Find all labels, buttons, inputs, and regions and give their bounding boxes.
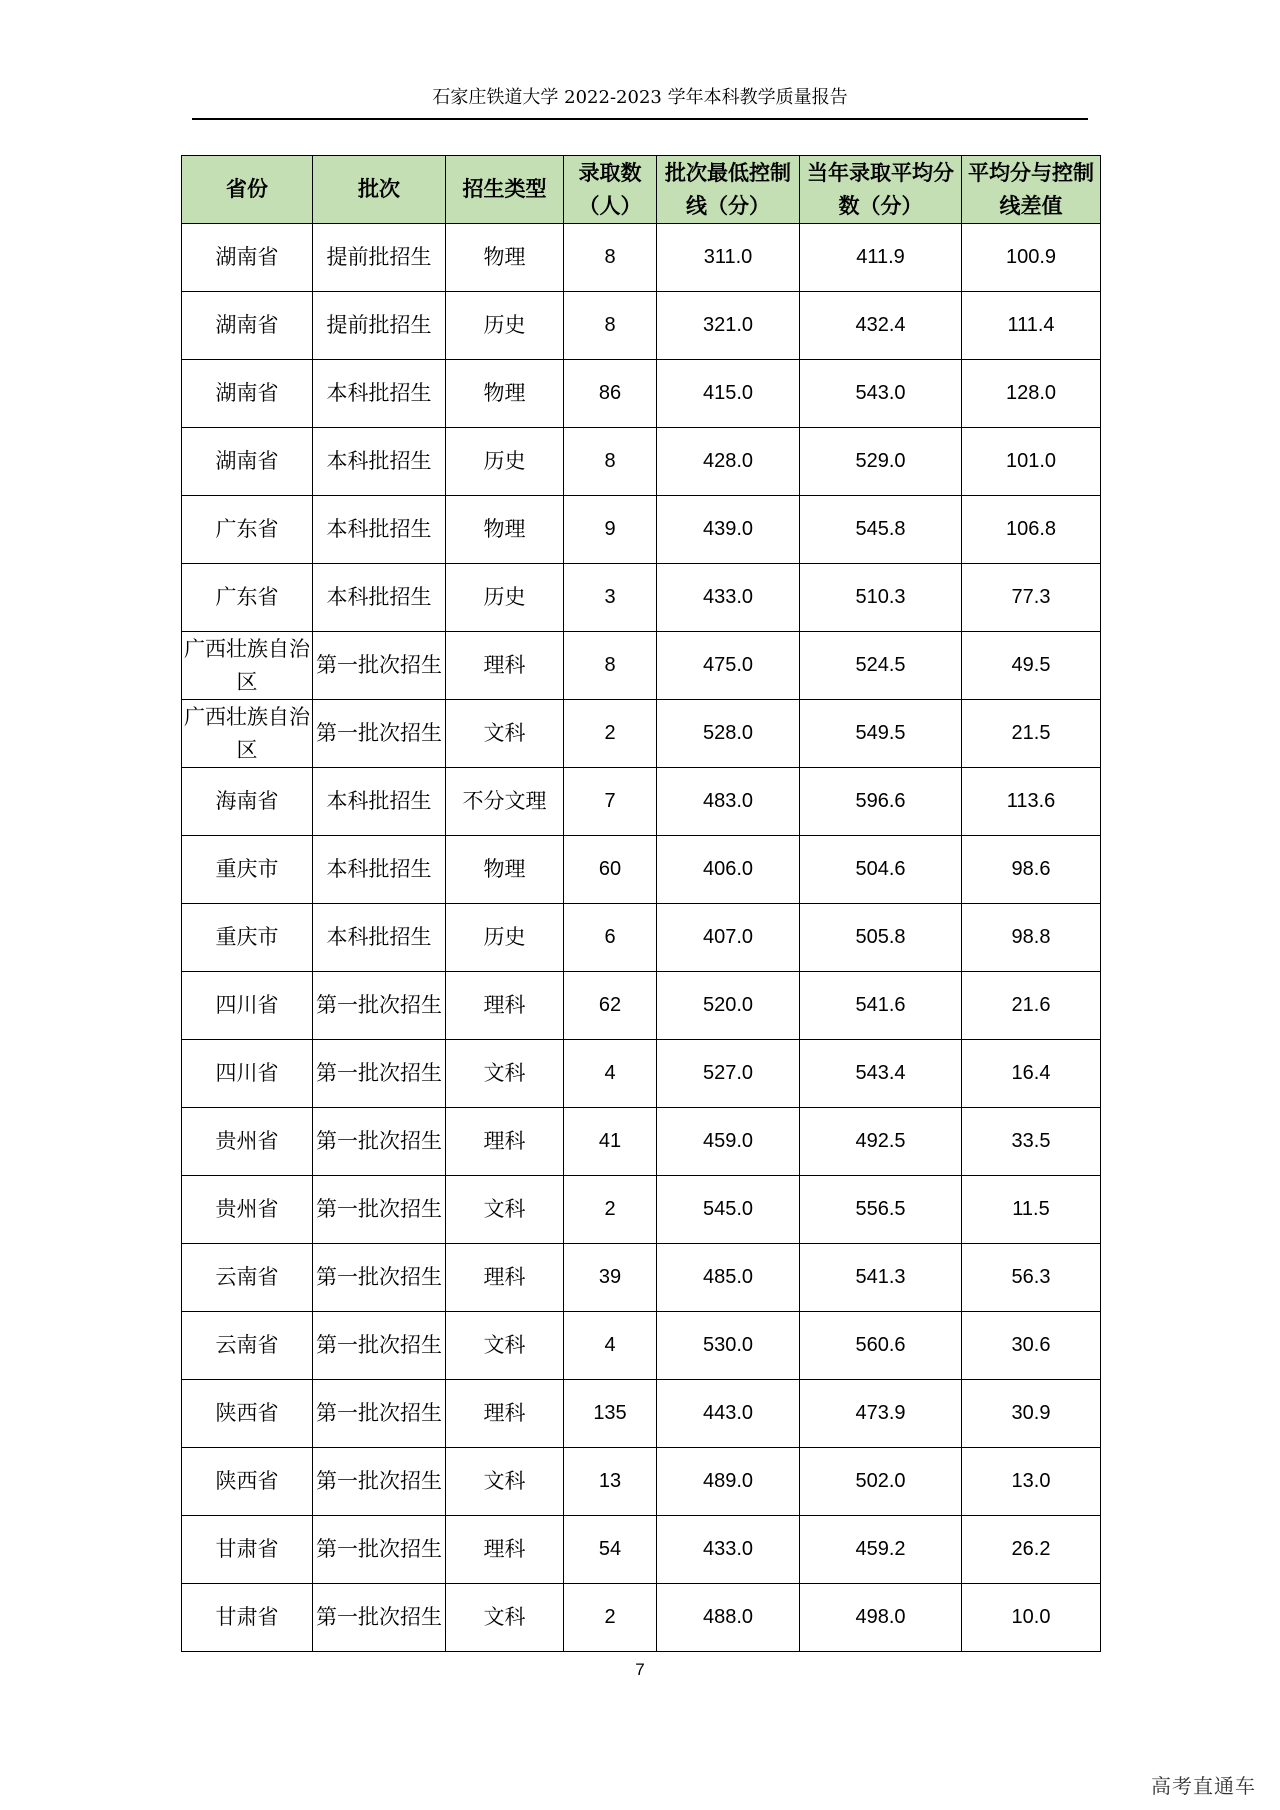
table-cell: 本科批招生 [313,904,446,972]
table-cell: 云南省 [182,1244,313,1312]
table-cell: 历史 [446,428,564,496]
table-cell: 文科 [446,1040,564,1108]
table-cell: 502.0 [800,1448,962,1516]
table-cell: 理科 [446,1108,564,1176]
table-cell: 8 [564,292,657,360]
column-header: 省份 [182,156,313,224]
table-cell: 549.5 [800,700,962,768]
table-cell: 湖南省 [182,292,313,360]
table-row [182,564,1101,632]
table-cell: 433.0 [657,1516,800,1584]
table-row [182,836,1101,904]
table-cell: 543.4 [800,1040,962,1108]
table-cell: 2 [564,1176,657,1244]
table-cell: 第一批次招生 [313,700,446,768]
table-cell: 本科批招生 [313,428,446,496]
table-cell: 提前批招生 [313,224,446,292]
table-cell: 文科 [446,1584,564,1652]
table-cell: 16.4 [962,1040,1101,1108]
table-cell: 13.0 [962,1448,1101,1516]
table-cell: 文科 [446,1448,564,1516]
table-row [182,1244,1101,1312]
table-cell: 439.0 [657,496,800,564]
table-cell: 98.8 [962,904,1101,972]
table-cell: 86 [564,360,657,428]
table-cell: 21.6 [962,972,1101,1040]
table-cell: 重庆市 [182,836,313,904]
table-cell: 第一批次招生 [313,972,446,1040]
table-cell: 39 [564,1244,657,1312]
table-cell: 56.3 [962,1244,1101,1312]
table-cell: 473.9 [800,1380,962,1448]
table-cell: 理科 [446,632,564,700]
table-cell: 77.3 [962,564,1101,632]
table-cell: 甘肃省 [182,1516,313,1584]
table-cell: 提前批招生 [313,292,446,360]
table-body [182,224,1101,1652]
table-cell: 第一批次招生 [313,1584,446,1652]
table-cell: 湖南省 [182,224,313,292]
table-cell: 第一批次招生 [313,1516,446,1584]
table-cell: 30.6 [962,1312,1101,1380]
column-header: 批次 [313,156,446,224]
table-cell: 530.0 [657,1312,800,1380]
table-cell: 415.0 [657,360,800,428]
table-cell: 101.0 [962,428,1101,496]
table-cell: 485.0 [657,1244,800,1312]
table-cell: 111.4 [962,292,1101,360]
table-cell: 云南省 [182,1312,313,1380]
table-cell: 理科 [446,1380,564,1448]
table-cell: 4 [564,1040,657,1108]
table-cell: 广东省 [182,496,313,564]
page-header [192,86,1088,120]
table-cell: 21.5 [962,700,1101,768]
table-cell: 26.2 [962,1516,1101,1584]
table-cell: 54 [564,1516,657,1584]
table-cell: 432.4 [800,292,962,360]
table-cell: 四川省 [182,1040,313,1108]
table-header-row [182,156,1101,224]
table-cell: 11.5 [962,1176,1101,1244]
table-cell: 本科批招生 [313,496,446,564]
table-cell: 理科 [446,1244,564,1312]
table-cell: 504.6 [800,836,962,904]
admission-scores-table [181,155,1101,1652]
table-cell: 文科 [446,1312,564,1380]
table-cell: 541.3 [800,1244,962,1312]
table-cell: 524.5 [800,632,962,700]
table-cell: 498.0 [800,1584,962,1652]
table-cell: 510.3 [800,564,962,632]
table-cell: 4 [564,1312,657,1380]
table-cell: 520.0 [657,972,800,1040]
table-cell: 历史 [446,292,564,360]
table-cell: 596.6 [800,768,962,836]
table-cell: 第一批次招生 [313,632,446,700]
table-cell: 第一批次招生 [313,1448,446,1516]
table-cell: 489.0 [657,1448,800,1516]
table-row [182,1584,1101,1652]
table-cell: 428.0 [657,428,800,496]
table-cell: 文科 [446,1176,564,1244]
table-row [182,496,1101,564]
table-cell: 488.0 [657,1584,800,1652]
table-cell: 30.9 [962,1380,1101,1448]
table-cell: 物理 [446,360,564,428]
table-cell: 98.6 [962,836,1101,904]
table-cell: 第一批次招生 [313,1244,446,1312]
table-cell: 100.9 [962,224,1101,292]
watermark-text: 高考直通车 [1151,1774,1256,1798]
table-cell: 7 [564,768,657,836]
table-cell: 492.5 [800,1108,962,1176]
table-cell: 541.6 [800,972,962,1040]
table-cell: 459.2 [800,1516,962,1584]
table-cell: 62 [564,972,657,1040]
table-cell: 560.6 [800,1312,962,1380]
table-cell: 33.5 [962,1108,1101,1176]
table-cell: 湖南省 [182,360,313,428]
table-cell: 41 [564,1108,657,1176]
table-cell: 475.0 [657,632,800,700]
table-cell: 甘肃省 [182,1584,313,1652]
table-row [182,1312,1101,1380]
table-cell: 文科 [446,700,564,768]
table-cell: 106.8 [962,496,1101,564]
table-cell: 459.0 [657,1108,800,1176]
table-cell: 6 [564,904,657,972]
table-cell: 407.0 [657,904,800,972]
table-cell: 贵州省 [182,1108,313,1176]
table-cell: 历史 [446,564,564,632]
table-row [182,1448,1101,1516]
table-row [182,224,1101,292]
table-cell: 本科批招生 [313,360,446,428]
table-row [182,360,1101,428]
table-cell: 历史 [446,904,564,972]
table-row [182,1516,1101,1584]
table-row [182,1040,1101,1108]
table-cell: 8 [564,428,657,496]
table-row [182,972,1101,1040]
table-cell: 60 [564,836,657,904]
table-cell: 443.0 [657,1380,800,1448]
table-row [182,632,1101,700]
table-cell: 13 [564,1448,657,1516]
table-row [182,700,1101,768]
table-cell: 理科 [446,972,564,1040]
table-cell: 433.0 [657,564,800,632]
table-cell: 545.0 [657,1176,800,1244]
table-cell: 8 [564,224,657,292]
table-cell: 海南省 [182,768,313,836]
column-header: 平均分与控制线差值 [962,156,1101,224]
table-cell: 527.0 [657,1040,800,1108]
table-row [182,1176,1101,1244]
table-cell: 本科批招生 [313,768,446,836]
table-cell: 广西壮族自治区 [182,632,313,700]
table-cell: 128.0 [962,360,1101,428]
table-row [182,768,1101,836]
table-cell: 广东省 [182,564,313,632]
table-cell: 第一批次招生 [313,1108,446,1176]
table-cell: 第一批次招生 [313,1176,446,1244]
table-row [182,292,1101,360]
table-cell: 第一批次招生 [313,1312,446,1380]
table-cell: 理科 [446,1516,564,1584]
table-cell: 483.0 [657,768,800,836]
table-cell: 陕西省 [182,1448,313,1516]
table-cell: 10.0 [962,1584,1101,1652]
report-title: 石家庄铁道大学 2022-2023 学年本科教学质量报告 [432,87,848,108]
table-cell: 113.6 [962,768,1101,836]
table-cell: 本科批招生 [313,564,446,632]
table-cell: 湖南省 [182,428,313,496]
table-cell: 311.0 [657,224,800,292]
table-cell: 物理 [446,836,564,904]
table-cell: 321.0 [657,292,800,360]
table-cell: 543.0 [800,360,962,428]
table-cell: 陕西省 [182,1380,313,1448]
table-cell: 2 [564,1584,657,1652]
table-cell: 物理 [446,224,564,292]
column-header: 招生类型 [446,156,564,224]
table-cell: 物理 [446,496,564,564]
table-cell: 135 [564,1380,657,1448]
column-header: 当年录取平均分数（分） [800,156,962,224]
page-number: 7 [635,1660,645,1679]
table-cell: 重庆市 [182,904,313,972]
table-cell: 贵州省 [182,1176,313,1244]
table-cell: 第一批次招生 [313,1040,446,1108]
table-cell: 第一批次招生 [313,1380,446,1448]
table-cell: 406.0 [657,836,800,904]
table-cell: 9 [564,496,657,564]
table-row [182,904,1101,972]
table-cell: 545.8 [800,496,962,564]
table-row [182,1108,1101,1176]
table-row [182,1380,1101,1448]
column-header: 批次最低控制线（分） [657,156,800,224]
table-cell: 528.0 [657,700,800,768]
table-cell: 529.0 [800,428,962,496]
column-header: 录取数（人） [564,156,657,224]
table-cell: 不分文理 [446,768,564,836]
table-cell: 本科批招生 [313,836,446,904]
table-cell: 广西壮族自治区 [182,700,313,768]
table-cell: 505.8 [800,904,962,972]
table-cell: 2 [564,700,657,768]
table-cell: 411.9 [800,224,962,292]
table-cell: 556.5 [800,1176,962,1244]
table-cell: 四川省 [182,972,313,1040]
table-cell: 3 [564,564,657,632]
table-cell: 8 [564,632,657,700]
table-row [182,428,1101,496]
table-cell: 49.5 [962,632,1101,700]
